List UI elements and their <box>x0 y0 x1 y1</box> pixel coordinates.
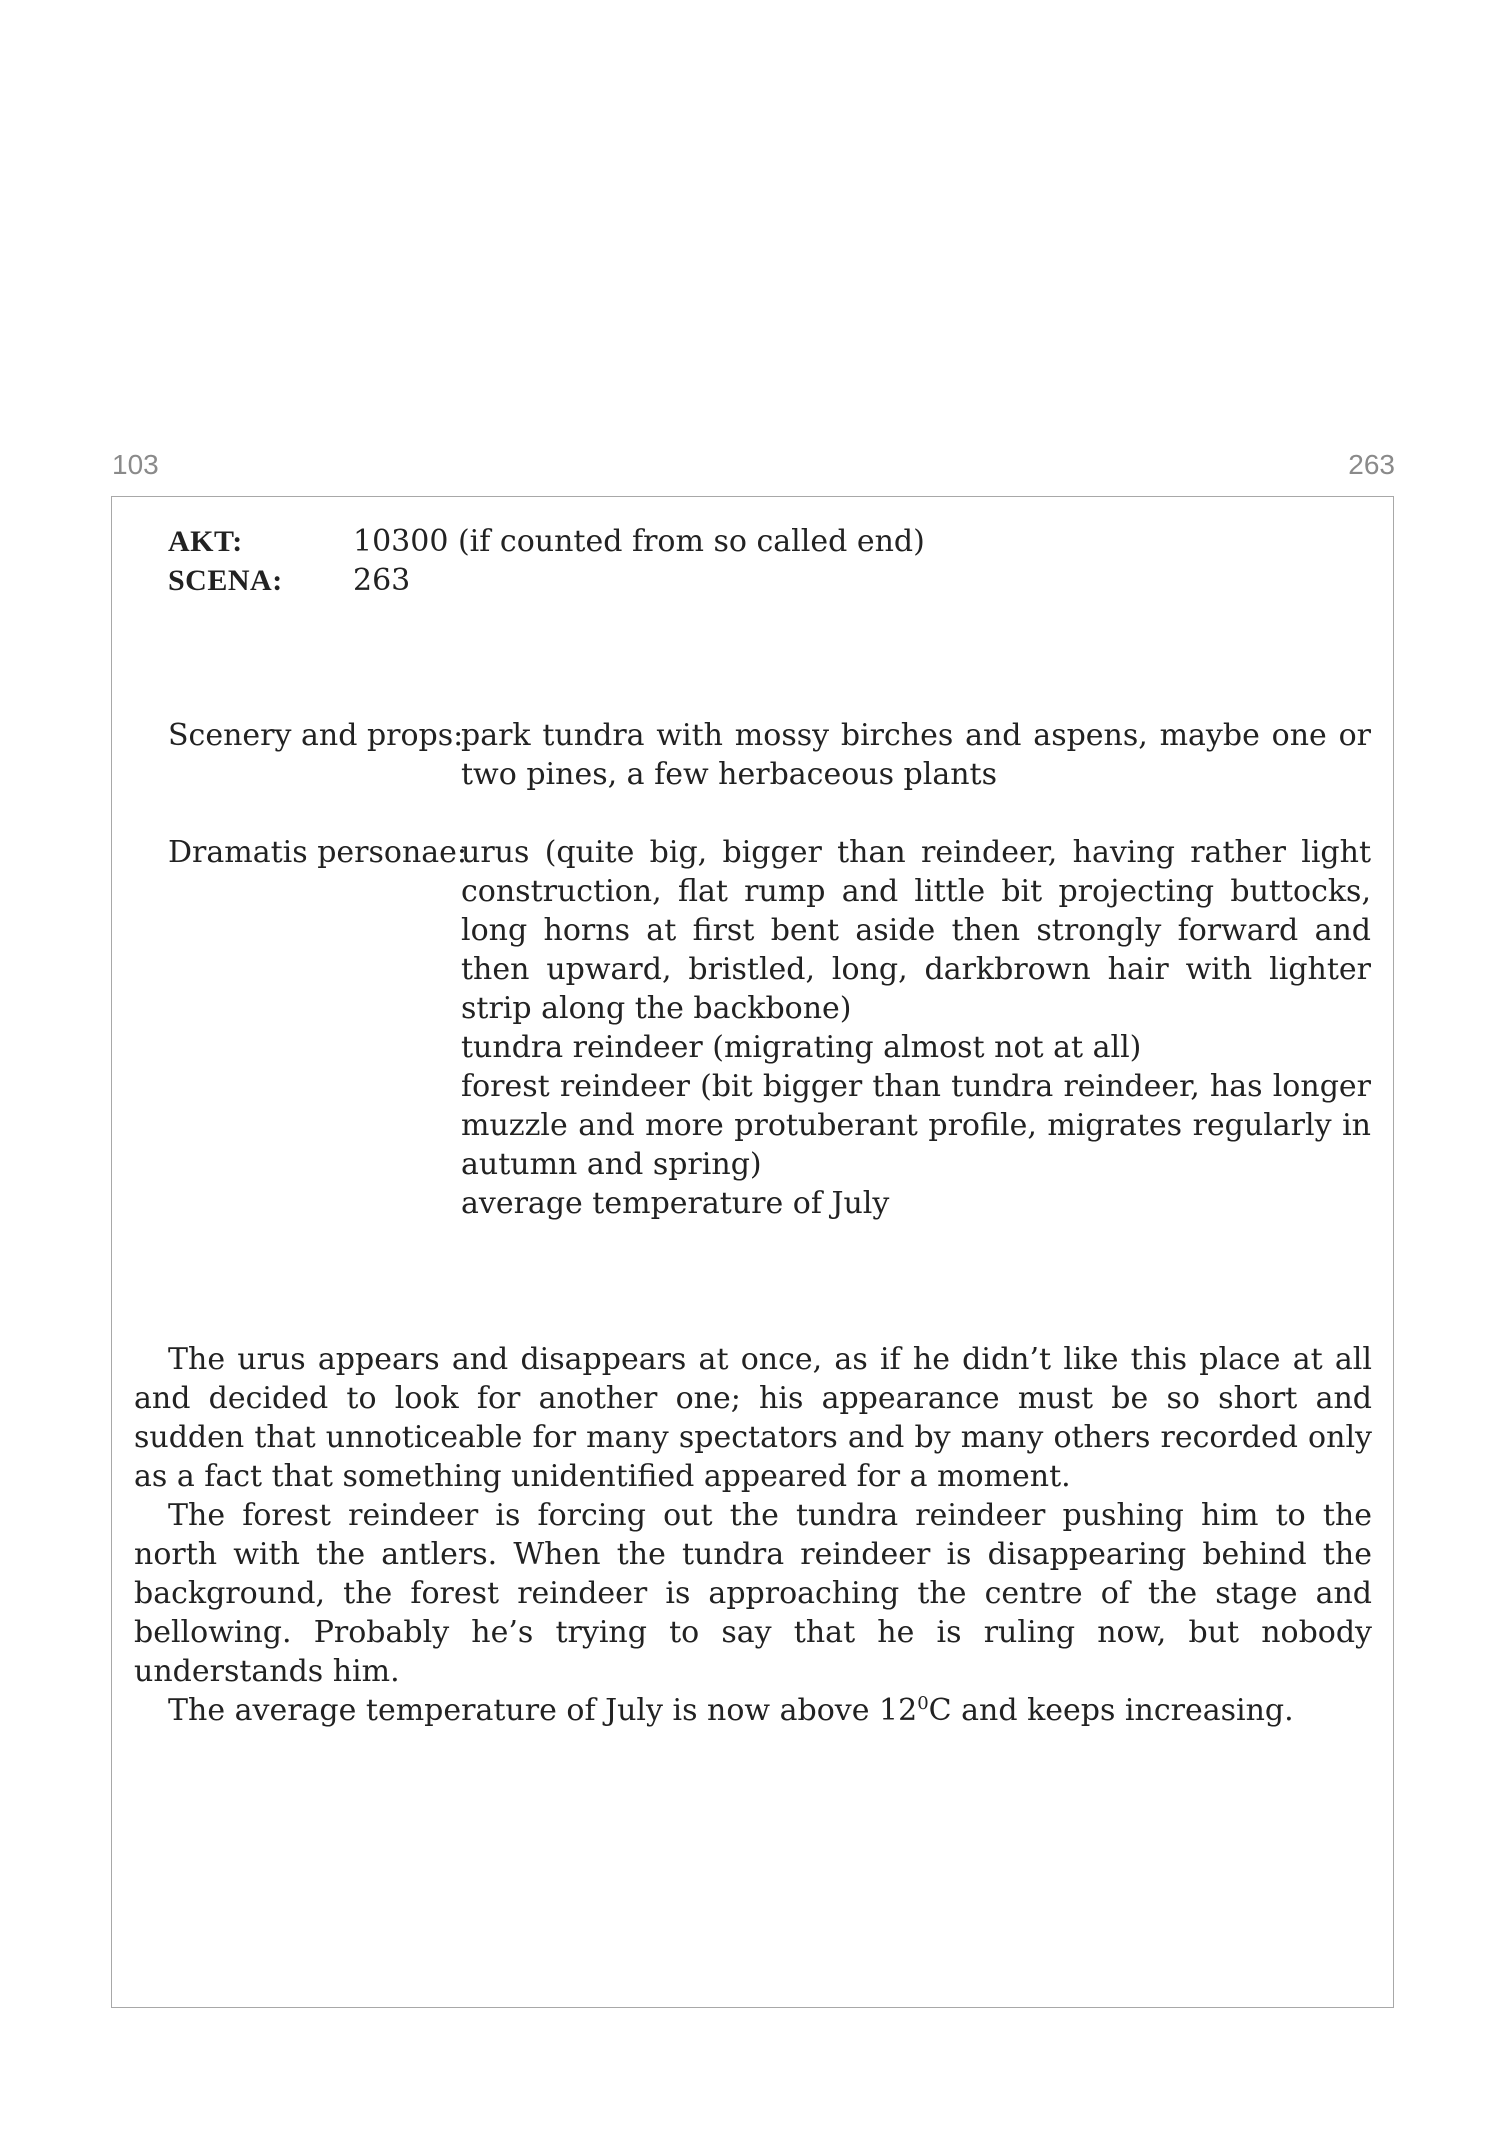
scene-content <box>134 522 1372 1730</box>
scena-row <box>168 561 1372 600</box>
narrative-paragraph-2: The forest reindeer is forcing out the tundra reindeer pushing him to the north with the antlers. When the tundra reindeer is disappearing behind the background, the forest reindeer is approaching the centre of the stage and bellowing. Probably he’s trying to say that he is ruling now, but nobody understands him. <box>134 1498 1372 1689</box>
scena-value: 263 <box>353 563 411 598</box>
narrative-paragraph-3 <box>134 1691 1372 1730</box>
narrative-paragraph-1: The urus appears and disappears at once, as if he didn’t like this place at all and decided to look for another one; his appearance must be so short and sudden that unnoticeable for many spectators and by many others recorded only as a fact that something unidentified appeared for a moment. <box>134 1342 1372 1494</box>
persona-tundra-reindeer: tundra reindeer (migrating almost not at all) <box>461 1030 1142 1065</box>
scenery-value <box>461 716 1371 794</box>
temperature-text-start: The average temperature of July is now above 12 <box>168 1693 918 1728</box>
akt-row <box>168 522 1372 561</box>
temperature-text-end: C and keeps increasing. <box>928 1693 1294 1728</box>
scenery-row <box>168 716 1372 794</box>
stage-directions <box>134 1340 1372 1730</box>
personae-row <box>168 833 1372 1223</box>
personae-list <box>461 833 1371 1223</box>
degree-superscript: 0 <box>917 1693 929 1714</box>
akt-value: 10300 (if counted from so called end) <box>353 524 925 559</box>
persona-temperature: average temperature of July <box>461 1186 890 1221</box>
scenery-line: park tundra with mossy birches and aspens, maybe one or two pines, a few herbaceous plants <box>461 718 1371 792</box>
persona-forest-reindeer: forest reindeer (bit bigger than tundra reindeer, has longer muzzle and more protuberant profile, migrates regularly in autumn and spring) <box>461 1069 1371 1182</box>
persona-urus: urus (quite big, bigger than reindeer, having rather light construction, flat rump and little bit projecting buttocks, long horns at first bent aside then strongly forward and then upward, bristled, long, darkbrown hair with lighter strip along the backbone) <box>461 835 1371 1026</box>
scenery-label: Scenery and props: <box>168 718 464 753</box>
akt-label: AKT: <box>168 525 243 558</box>
personae-label: Dramatis personae: <box>168 835 468 870</box>
page-number-right: 263 <box>1348 449 1395 480</box>
scena-label: SCENA: <box>168 564 283 597</box>
page-number-left: 103 <box>112 449 159 480</box>
